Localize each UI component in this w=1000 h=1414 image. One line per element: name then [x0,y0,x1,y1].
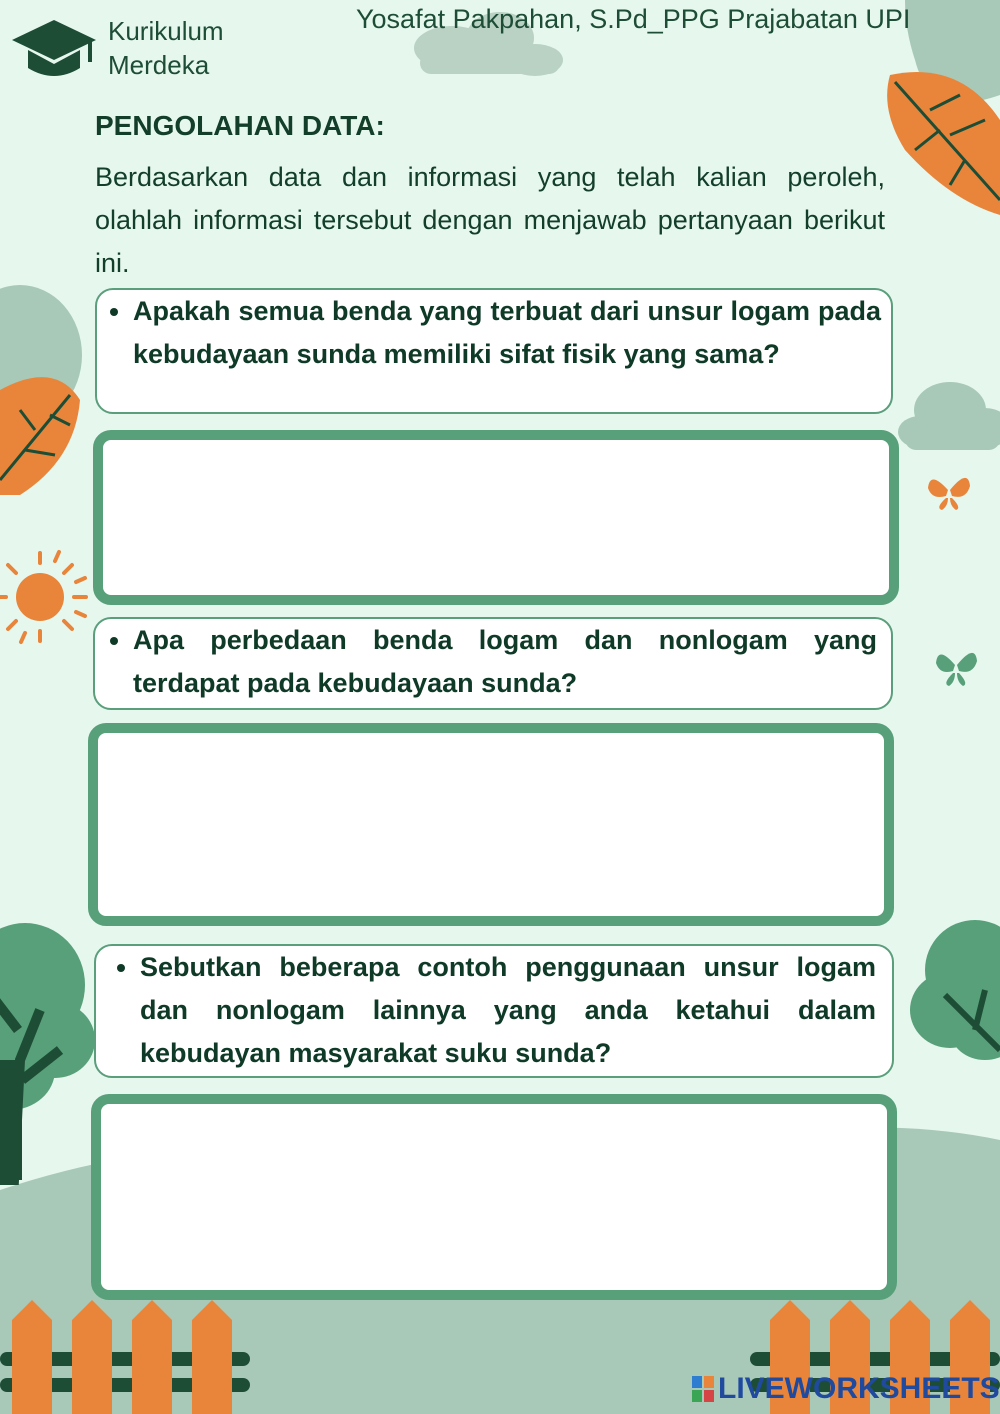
intro-paragraph: Berdasarkan data dan informasi yang telah kalian peroleh, olahlah informasi tersebut dengan menjawab pertanyaan berikut ini. [95,162,885,278]
tree-icon [910,920,1000,1060]
answer-input-1[interactable] [103,440,889,595]
answer-box-2 [88,723,894,926]
question-text-2: • Apa perbedaan benda logam dan nonlogam yang terdapat pada kebudayaan sunda? [133,619,877,705]
graduation-cap-icon [8,12,100,84]
liveworksheets-logo [692,1372,1000,1406]
question-text-1: • Apakah semua benda yang terbuat dari unsur logam pada kebudayaan sunda memiliki sifat fisik yang sama? [133,290,881,376]
butterfly-icon [928,478,970,510]
question-box-1 [95,288,893,414]
section-heading: PENGOLAHAN DATA: [95,110,385,141]
brand-line-2: Merdeka [108,50,210,80]
cloud-icon [898,382,1000,450]
tree-icon [0,923,95,1180]
liveworksheets-badge-icon [692,1376,714,1402]
leaf-icon [0,377,80,495]
author-credit: Yosafat Pakpahan, S.Pd_PPG Prajabatan UPI [356,4,911,34]
answer-input-2[interactable] [98,733,884,916]
answer-box-3 [91,1094,897,1300]
question-box-2 [93,617,893,710]
butterfly-icon [936,653,977,686]
brand-line-1: Kurikulum [108,16,224,46]
liveworksheets-text: LIVEWORKSHEETS [718,1372,1000,1405]
answer-box-1 [93,430,899,605]
answer-input-3[interactable] [101,1104,887,1290]
sun-icon [0,552,86,642]
brand-logo-text [108,14,224,82]
question-text-3: • Sebutkan beberapa contoh penggunaan unsur logam dan nonlogam lainnya yang anda ketahui dalam kebudayan masyarakat suku sunda? [140,946,876,1075]
question-box-3 [94,944,894,1078]
